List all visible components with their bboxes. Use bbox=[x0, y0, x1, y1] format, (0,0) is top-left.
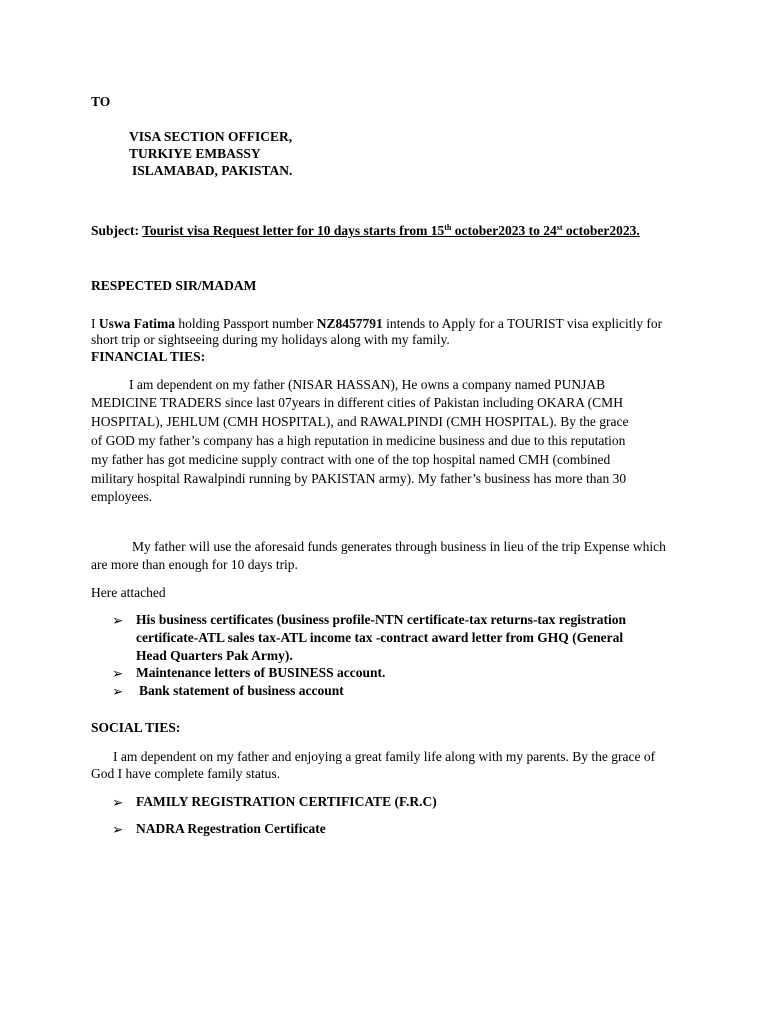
financial-line-4: of GOD my father’s company has a high reputation in medicine business and due to this reputation bbox=[91, 433, 626, 448]
social-line-2: God I have complete family status. bbox=[91, 766, 280, 781]
bullet-arrow-icon: ➢ bbox=[112, 613, 124, 628]
funds-line-1: My father will use the aforesaid funds generates through business in lieu of the trip Expense which bbox=[132, 539, 666, 554]
bullet-nadra: NADRA Regestration Certificate bbox=[136, 821, 326, 836]
financial-heading: FINANCIAL TIES: bbox=[91, 349, 206, 364]
recipient-line-3: ISLAMABAD, PAKISTAN. bbox=[132, 163, 293, 178]
bullet-certificates-line-3: Head Quarters Pak Army). bbox=[136, 648, 293, 663]
subject-text: Tourist visa Request letter for 10 days starts from 15th october2023 to 24st october2023. bbox=[142, 223, 640, 238]
bullet-arrow-icon: ➢ bbox=[112, 666, 124, 681]
bullet-maintenance-letters: Maintenance letters of BUSINESS account. bbox=[136, 665, 386, 680]
applicant-name: Uswa Fatima bbox=[98, 316, 175, 331]
recipient-line-2: TURKIYE EMBASSY bbox=[129, 146, 261, 161]
financial-line-6: military hospital Rawalpindi running by PAKISTAN army). My father’s business has more than 30 bbox=[91, 471, 627, 486]
salutation: RESPECTED SIR/MADAM bbox=[91, 278, 257, 293]
subject-label: Subject: bbox=[91, 223, 139, 238]
financial-line-1: I am dependent on my father (NISAR HASSAN), He owns a company named PUNJAB bbox=[129, 377, 606, 392]
here-attached: Here attached bbox=[91, 585, 166, 600]
bullet-arrow-icon: ➢ bbox=[112, 684, 124, 699]
bullet-bank-statement: Bank statement of business account bbox=[139, 683, 344, 698]
recipient-line-1: VISA SECTION OFFICER, bbox=[129, 129, 293, 144]
financial-line-7: employees. bbox=[91, 489, 153, 504]
financial-line-2: MEDICINE TRADERS since last 07years in different cities of Pakistan including OKARA (CMH bbox=[91, 395, 623, 410]
to-label: TO bbox=[91, 94, 111, 109]
bullet-arrow-icon: ➢ bbox=[112, 795, 124, 810]
financial-line-5: my father has got medicine supply contract with one of the top hospital named CMH (combined bbox=[91, 452, 611, 467]
intro-line-1: I Uswa Fatima holding Passport number NZ8457791 intends to Apply for a TOURIST visa explicitly for bbox=[91, 316, 663, 331]
bullet-frc: FAMILY REGISTRATION CERTIFICATE (F.R.C) bbox=[136, 794, 437, 809]
passport-number: NZ8457791 bbox=[316, 316, 383, 331]
bullet-certificates-line-2: certificate-ATL sales tax-ATL income tax -contract award letter from GHQ (General bbox=[136, 630, 624, 645]
subject-line bbox=[91, 222, 711, 239]
social-line-1: I am dependent on my father and enjoying a great family life along with my parents. By the grace of bbox=[113, 749, 656, 764]
bullet-certificates-line-1: His business certificates (business profile-NTN certificate-tax returns-tax registration bbox=[136, 612, 627, 627]
intro-line-2: short trip or sightseeing during my holidays along with my family. bbox=[91, 332, 450, 347]
bullet-arrow-icon: ➢ bbox=[112, 822, 124, 837]
funds-line-2: are more than enough for 10 days trip. bbox=[91, 557, 298, 572]
financial-line-3: HOSPITAL), JEHLUM (CMH HOSPITAL), and RAWALPINDI (CMH HOSPITAL). By the grace bbox=[91, 414, 629, 429]
social-heading: SOCIAL TIES: bbox=[91, 720, 181, 735]
